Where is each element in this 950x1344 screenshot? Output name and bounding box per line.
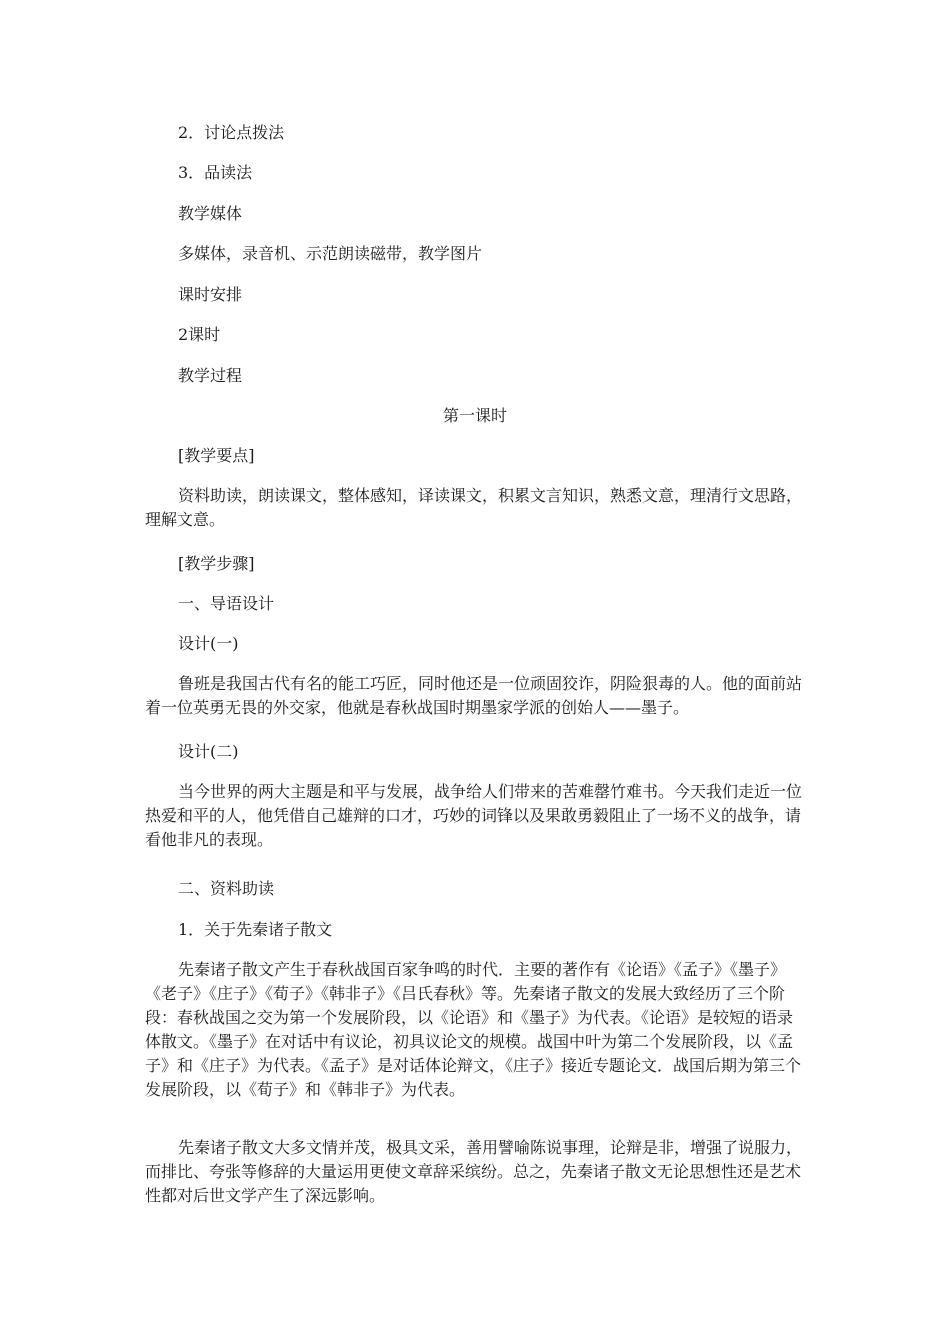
section-heading-process: 教学过程 xyxy=(178,366,243,385)
heading-materials: 二、资料助读 xyxy=(178,879,275,898)
heading-steps: [教学步骤] xyxy=(178,554,255,573)
design-2-paragraph: 当今世界的两大主题是和平与发展，战争给人们带来的苦难罄竹难书。今天我们走近一位热爱和平的人，他凭借自己雄辩的口才，巧妙的词锋以及果敢勇毅阻止了一场不义的战争，请看他非凡的表现。 xyxy=(145,782,803,849)
pre-qin-paragraph-1: 先秦诸子散文产生于春秋战国百家争鸣的时代．主要的著作有《论语》《孟子》《墨子》《老子》《庄子》《荀子》《韩非子》《吕氏春秋》等。先秦诸子散文的发展大致经历了三个阶段：春秋战国之交为第一个发展阶段，以《论语》和《墨子》为代表。《论语》是较短的语录体散文。《墨子》在对话中有议论，初具议论文的规模。战国中叶为第二个发展阶段，以《孟子》和《庄子》为代表。《孟子》是对话体论辩文，《庄子》接近专题论文．战国后期为第三个发展阶段，以《荀子》和《韩非子》为代表。 xyxy=(145,960,802,1099)
heading-pre-qin-prose: 1．关于先秦诸子散文 xyxy=(178,920,333,939)
section-heading-schedule: 课时安排 xyxy=(178,285,243,304)
lesson-title: 第一课时 xyxy=(442,406,507,425)
list-item-method-2: 2．讨论点拨法 xyxy=(178,123,285,142)
list-item-method-3: 3．品读法 xyxy=(178,163,253,182)
heading-design-1: 设计(一) xyxy=(178,634,239,653)
heading-design-2: 设计(二) xyxy=(178,742,239,761)
heading-key-points: [教学要点] xyxy=(178,446,255,465)
design-1-paragraph: 鲁班是我国古代有名的能工巧匠，同时他还是一位顽固狡诈，阴险狠毒的人。他的面前站着一位英勇无畏的外交家，他就是春秋战国时期墨家学派的创始人——墨子。 xyxy=(145,674,803,717)
section-heading-media: 教学媒体 xyxy=(178,204,243,223)
heading-intro-design: 一、导语设计 xyxy=(178,594,275,613)
schedule-paragraph: 2课时 xyxy=(178,325,221,344)
pre-qin-paragraph-2: 先秦诸子散文大多文情并茂，极具文采，善用譬喻陈说事理，论辩是非，增强了说服力，而排比、夸张等修辞的大量运用更使文章辞采缤纷。总之，先秦诸子散文无论思想性还是艺术性都对后世文学产生了深远影响。 xyxy=(145,1138,803,1205)
key-points-paragraph: 资料助读，朗读课文，整体感知，译读课文，积累文言知识，熟悉文意，理清行文思路，理解文意。 xyxy=(145,486,803,529)
media-paragraph: 多媒体，录音机、示范朗读磁带，教学图片 xyxy=(178,244,483,263)
